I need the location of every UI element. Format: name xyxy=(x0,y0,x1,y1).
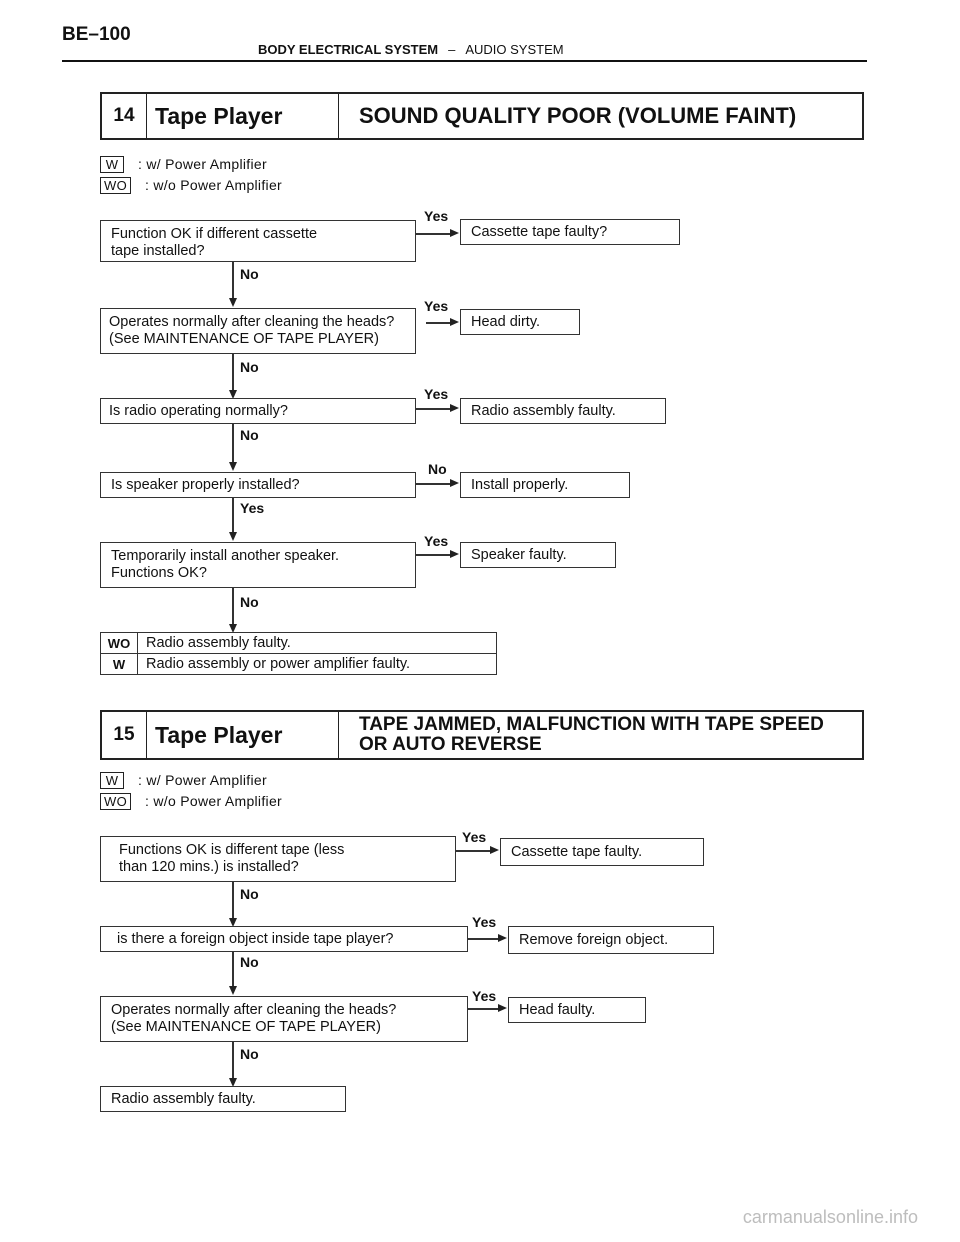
section-name: BODY ELECTRICAL SYSTEM xyxy=(258,42,439,57)
subsection-name: AUDIO SYSTEM xyxy=(465,42,564,57)
section-15-legend-wo xyxy=(100,793,282,810)
s14-yes-arrow-5 xyxy=(450,550,459,558)
s15-question-2: is there a foreign object inside tape player? xyxy=(100,926,468,952)
s14-final-code-w: W xyxy=(101,654,138,674)
s14-yes-label-5: Yes xyxy=(424,533,449,549)
header-rule xyxy=(62,60,867,62)
s14-yes-arrow-2 xyxy=(450,318,459,326)
s14-final-code-wo: WO xyxy=(101,633,138,653)
legend-wo-code: WO xyxy=(100,177,131,194)
s15-no-arrow-2 xyxy=(229,986,237,995)
section-15-title xyxy=(339,712,862,758)
header-separator: – xyxy=(448,42,456,57)
s14-final-row-wo xyxy=(101,633,496,653)
s14-no-label-2: No xyxy=(240,359,259,375)
s14-final-text-wo: Radio assembly faulty. xyxy=(146,635,291,651)
s15-yes-label-1: Yes xyxy=(462,829,487,845)
s15-result-2: Remove foreign object. xyxy=(508,926,714,954)
s14-question-1: Function OK if different cassette tape installed? xyxy=(100,220,416,262)
s14-no-line-4-right xyxy=(416,483,450,485)
s14-no-line-1 xyxy=(232,262,234,300)
s15-yes-line-2 xyxy=(468,938,498,940)
s14-yes-label-4: Yes xyxy=(240,500,265,516)
legend-w-text-15: : w/ Power Amplifier xyxy=(138,772,267,788)
s14-final-row-w xyxy=(101,653,496,674)
s15-yes-arrow-3 xyxy=(498,1004,507,1012)
section-15-title-line-1: TAPE JAMMED, MALFUNCTION WITH TAPE SPEED xyxy=(359,714,824,735)
s15-result-1: Cassette tape faulty. xyxy=(500,838,704,866)
s15-question-3: Operates normally after cleaning the heads? (See MAINTENANCE OF TAPE PLAYER) xyxy=(100,996,468,1042)
s15-yes-label-2: Yes xyxy=(472,914,497,930)
s15-yes-line-1 xyxy=(456,850,490,852)
section-14-header xyxy=(100,92,864,140)
section-14-title: SOUND QUALITY POOR (VOLUME FAINT) xyxy=(359,103,797,128)
legend-wo-text: : w/o Power Amplifier xyxy=(144,177,282,193)
s14-yes-line-1 xyxy=(416,233,450,235)
s15-no-label-2: No xyxy=(240,954,259,970)
s14-yes-line-2 xyxy=(426,322,450,324)
s14-yes-label-1: Yes xyxy=(424,208,449,224)
section-14-number: 14 xyxy=(102,94,147,138)
s14-result-2: Head dirty. xyxy=(460,309,580,335)
s14-no-arrow-3 xyxy=(229,462,237,471)
s15-question-1: Functions OK is different tape (less than 120 mins.) is installed? xyxy=(100,836,456,882)
s14-no-arrow-1 xyxy=(229,298,237,307)
s14-final-text-w: Radio assembly or power amplifier faulty. xyxy=(146,656,411,672)
s14-result-3: Radio assembly faulty. xyxy=(460,398,666,424)
s15-no-line-1 xyxy=(232,882,234,920)
legend-wo-code-15: WO xyxy=(100,793,131,810)
s14-no-label-3: No xyxy=(240,427,259,443)
s15-no-label-1: No xyxy=(240,886,259,902)
section-14-legend-wo xyxy=(100,177,282,194)
section-15-header xyxy=(100,710,864,760)
s15-yes-label-3: Yes xyxy=(472,988,497,1004)
header-title xyxy=(258,42,564,57)
legend-w-code-15: W xyxy=(100,772,124,789)
s14-no-line-5 xyxy=(232,588,234,626)
s14-yes-arrow-1 xyxy=(450,229,459,237)
s14-no-label-1: No xyxy=(240,266,259,282)
section-15-title-line-2: OR AUTO REVERSE xyxy=(359,734,542,755)
section-14-legend-w xyxy=(100,156,267,173)
s14-no-label-5: No xyxy=(240,594,259,610)
s14-no-label-4: No xyxy=(428,461,447,477)
s14-no-line-3 xyxy=(232,424,234,464)
s14-result-4: Install properly. xyxy=(460,472,630,498)
section-15-number: 15 xyxy=(102,712,147,758)
page-number: BE–100 xyxy=(62,24,131,45)
s14-yes-label-3: Yes xyxy=(424,386,449,402)
s15-yes-arrow-1 xyxy=(490,846,499,854)
s14-question-4: Is speaker properly installed? xyxy=(100,472,416,498)
s15-no-line-2 xyxy=(232,952,234,988)
s14-yes-line-5 xyxy=(416,554,450,556)
legend-w-text: : w/ Power Amplifier xyxy=(138,156,267,172)
legend-wo-text-15: : w/o Power Amplifier xyxy=(144,793,282,809)
section-15-legend-w xyxy=(100,772,267,789)
section-15-category: Tape Player xyxy=(147,712,339,758)
watermark: carmanualsonline.info xyxy=(742,1207,918,1227)
s15-result-3: Head faulty. xyxy=(508,997,646,1023)
s14-yes-line-3 xyxy=(416,408,450,410)
s15-no-line-3 xyxy=(232,1042,234,1080)
s14-result-1: Cassette tape faulty? xyxy=(460,219,680,245)
s14-yes-arrow-4-down xyxy=(229,532,237,541)
s14-question-2: Operates normally after cleaning the heads? (See MAINTENANCE OF TAPE PLAYER) xyxy=(100,308,416,354)
s14-question-3: Is radio operating normally? xyxy=(100,398,416,424)
s14-result-5: Speaker faulty. xyxy=(460,542,616,568)
s15-no-label-3: No xyxy=(240,1046,259,1062)
legend-w-code: W xyxy=(100,156,124,173)
s14-yes-arrow-3 xyxy=(450,404,459,412)
s14-final-result xyxy=(100,632,497,675)
s15-yes-arrow-2 xyxy=(498,934,507,942)
s14-yes-label-2: Yes xyxy=(424,298,449,314)
section-14-category: Tape Player xyxy=(147,94,339,138)
s14-no-arrow-4-right xyxy=(450,479,459,487)
s14-question-5: Temporarily install another speaker. Functions OK? xyxy=(100,542,416,588)
s14-yes-line-4-down xyxy=(232,498,234,534)
s15-yes-line-3 xyxy=(468,1008,498,1010)
s15-final-result: Radio assembly faulty. xyxy=(100,1086,346,1112)
s14-no-line-2 xyxy=(232,354,234,392)
